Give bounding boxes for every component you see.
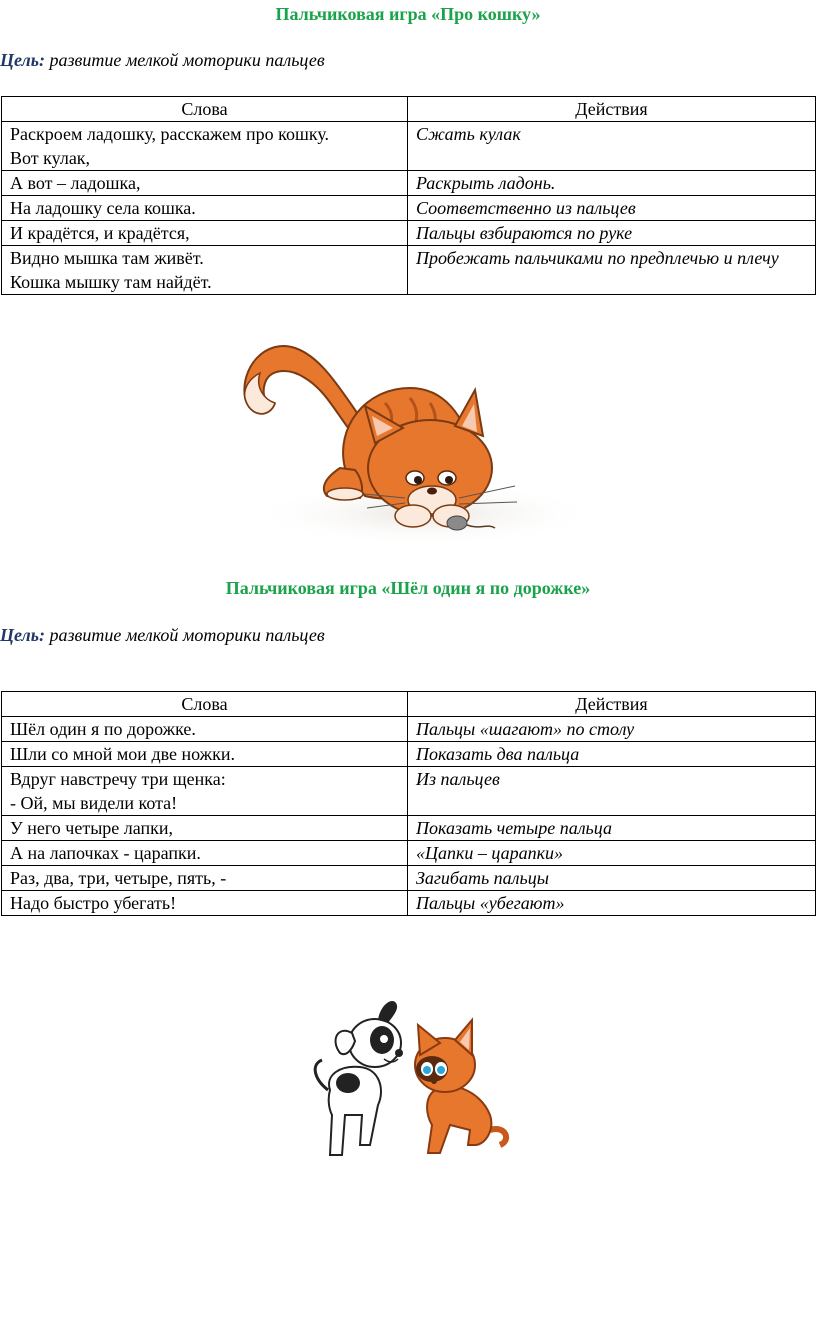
words-cell <box>2 171 408 196</box>
words-line: Видно мышка там живёт. <box>10 248 204 268</box>
kitten-body <box>427 1086 491 1153</box>
words-line: - Ой, мы видели кота! <box>10 793 178 813</box>
table-row <box>2 171 816 196</box>
action-cell: Из пальцев <box>408 767 816 816</box>
game-1-title: Пальчиковая игра «Про кошку» <box>275 4 541 24</box>
game-1-table <box>1 96 816 295</box>
words-line: Раскроем ладошку, расскажем про кошку. <box>10 124 330 144</box>
words-line: Шёл один я по дорожке. <box>10 719 196 739</box>
cat-back-paw <box>327 488 363 500</box>
kitten-tail <box>490 1129 506 1145</box>
puppy-tail <box>315 1060 328 1090</box>
goal-text: развитие мелкой моторики пальцев <box>45 50 325 70</box>
goal-text: развитие мелкой моторики пальцев <box>45 625 325 645</box>
puppy <box>315 1001 403 1155</box>
action-cell: «Цапки – царапки» <box>408 841 816 866</box>
table-row <box>2 891 816 916</box>
table-header-row <box>2 97 816 122</box>
goal-label: Цель: <box>0 50 45 70</box>
action-cell: Показать четыре пальца <box>408 816 816 841</box>
game-2-title: Пальчиковая игра «Шёл один я по дорожке» <box>225 578 591 598</box>
table-row <box>2 742 816 767</box>
header-words: Слова <box>2 97 408 122</box>
cat-with-mouse-illustration <box>225 318 595 554</box>
table-row <box>2 221 816 246</box>
game-2-table <box>1 691 816 916</box>
words-line: Вдруг навстречу три щенка: <box>10 769 226 789</box>
words-line: Вот кулак, <box>10 148 91 168</box>
cat-nose <box>427 488 437 495</box>
action-cell: Пальцы «шагают» по столу <box>408 717 816 742</box>
action-cell: Показать два пальца <box>408 742 816 767</box>
table-row <box>2 122 816 171</box>
words-line: У него четыре лапки, <box>10 818 174 838</box>
words-cell <box>2 221 408 246</box>
action-cell: Пальцы взбираются по руке <box>408 221 816 246</box>
goal-label: Цель: <box>0 625 45 645</box>
header-words: Слова <box>2 692 408 717</box>
words-line: Кошка мышку там найдёт. <box>10 272 212 292</box>
action-cell: Сжать кулак <box>408 122 816 171</box>
puppy-and-kitten-illustration <box>300 995 520 1165</box>
words-line: Шли со мной мои две ножки. <box>10 744 235 764</box>
action-cell: Пальцы «убегают» <box>408 891 816 916</box>
header-actions: Действия <box>408 692 816 717</box>
mouse <box>447 516 467 530</box>
action-cell: Соответственно из пальцев <box>408 196 816 221</box>
action-cell: Пробежать пальчиками по предплечью и плечу <box>408 246 816 295</box>
kitten-iris-left <box>423 1066 431 1074</box>
words-line: А вот – ладошка, <box>10 173 141 193</box>
kitten-iris-right <box>437 1066 445 1074</box>
puppy-eye <box>380 1035 388 1043</box>
words-line: Надо быстро убегать! <box>10 893 177 913</box>
table-row <box>2 866 816 891</box>
words-cell <box>2 816 408 841</box>
table-row <box>2 717 816 742</box>
header-actions: Действия <box>408 97 816 122</box>
table-row <box>2 816 816 841</box>
puppy-ear-right <box>378 1001 397 1023</box>
words-cell <box>2 742 408 767</box>
puppy-spot <box>336 1073 360 1093</box>
puppy-nose <box>395 1049 403 1057</box>
cat-front-paw-left <box>395 505 431 527</box>
game-2-goal <box>0 625 325 646</box>
game-1-goal <box>0 50 325 71</box>
kitten-nose <box>431 1078 437 1084</box>
words-cell <box>2 767 408 816</box>
action-cell: Загибать пальцы <box>408 866 816 891</box>
table-header-row <box>2 692 816 717</box>
table-row <box>2 196 816 221</box>
words-line: А на лапочках - царапки. <box>10 843 201 863</box>
table-row <box>2 841 816 866</box>
words-line: Раз, два, три, четыре, пять, - <box>10 868 227 888</box>
words-cell <box>2 196 408 221</box>
table-row <box>2 246 816 295</box>
words-line: На ладошку села кошка. <box>10 198 196 218</box>
action-cell: Раскрыть ладонь. <box>408 171 816 196</box>
words-cell <box>2 717 408 742</box>
words-cell <box>2 122 408 171</box>
kitten <box>415 1020 506 1153</box>
cat-pupil-right <box>445 476 453 484</box>
words-line: И крадётся, и крадётся, <box>10 223 190 243</box>
words-cell <box>2 891 408 916</box>
words-cell <box>2 841 408 866</box>
words-cell <box>2 866 408 891</box>
cat-pupil-left <box>414 476 422 484</box>
table-row <box>2 767 816 816</box>
words-cell <box>2 246 408 295</box>
